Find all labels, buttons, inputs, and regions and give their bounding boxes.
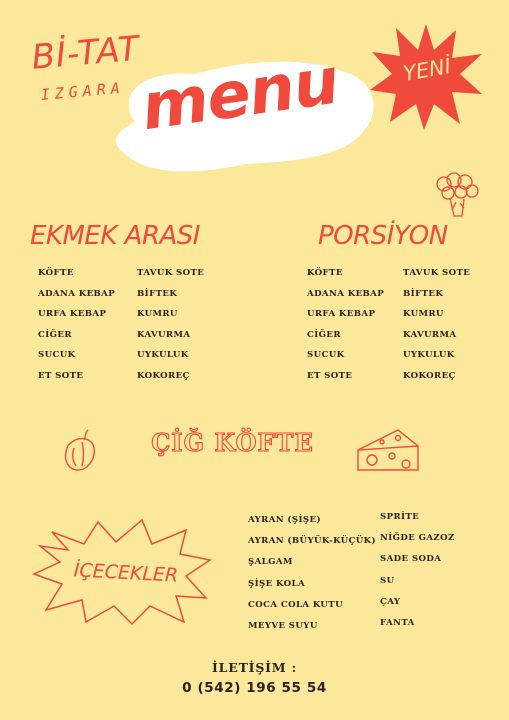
list-item: KOKOREÇ (137, 370, 190, 381)
list-item: COCA COLA KUTU (248, 599, 343, 610)
broccoli-icon (434, 172, 480, 220)
contact-title: İLETİŞİM : (212, 660, 297, 675)
list-item: ŞALGAM (248, 557, 293, 568)
contact-phone[interactable]: 0 (542) 196 55 54 (182, 680, 327, 696)
list-item: KAVURMA (403, 329, 457, 340)
list-item: TAVUK SOTE (403, 268, 471, 278)
pepper-icon (60, 426, 102, 474)
drinks-list-left (248, 510, 376, 637)
list-item: FANTA (380, 617, 415, 628)
section-title-porsiyon: PORSİYON (318, 221, 448, 251)
list-item: AYRAN (ŞİŞE) (248, 515, 321, 525)
list-item: TAVUK SOTE (137, 268, 205, 278)
list-item: KOKOREÇ (403, 370, 456, 381)
menu-title: menu (137, 44, 343, 146)
list-item: KÖFTE (307, 268, 343, 278)
list-item: URFA KEBAP (307, 309, 376, 320)
list-item: KUMRU (403, 309, 444, 320)
list-item: UYKULUK (403, 350, 455, 361)
list-item: SPRİTE (380, 512, 420, 522)
list-item: KAVURMA (137, 329, 191, 340)
list-item: KÖFTE (38, 268, 74, 278)
list-item: ADANA KEBAP (307, 288, 385, 299)
list-item: SU (380, 575, 395, 586)
porsiyon-list-right (403, 263, 470, 387)
list-item: AYRAN (BÜYÜK-KÜÇÜK) (248, 536, 377, 547)
list-item: SUCUK (38, 350, 76, 361)
drinks-list-right (380, 507, 455, 634)
new-badge-label: YENİ (401, 54, 453, 86)
list-item: ŞİŞE KOLA (248, 578, 306, 589)
section-title-icecekler: İÇECEKLER (73, 559, 179, 587)
ekmek-arasi-list-left (38, 263, 115, 387)
list-item: ÇAY (380, 596, 401, 607)
list-item: NİĞDE GAZOZ (380, 533, 455, 544)
porsiyon-list-left (307, 263, 384, 387)
list-item: SUCUK (307, 350, 345, 361)
list-item: CİĞER (38, 329, 72, 340)
list-item: URFA KEBAP (38, 309, 107, 320)
ekmek-arasi-list-right (137, 263, 204, 387)
list-item: ET SOTE (38, 370, 84, 381)
list-item: KUMRU (137, 309, 178, 320)
section-title-cig-kofte: ÇİĞ KÖFTE (151, 428, 314, 457)
list-item: ET SOTE (307, 370, 353, 381)
list-item: UYKULUK (137, 350, 189, 361)
brand-subtitle: IZGARA (40, 78, 126, 104)
list-item: SADE SODA (380, 554, 442, 565)
list-item: BİFTEK (403, 288, 444, 299)
list-item: BİFTEK (137, 288, 178, 299)
brand-name: Bİ-TAT (30, 28, 142, 78)
list-item: MEYVE SUYU (248, 620, 318, 631)
list-item: ADANA KEBAP (38, 288, 116, 299)
cheese-icon (354, 426, 422, 476)
section-title-ekmek-arasi: EKMEK ARASI (30, 221, 200, 251)
list-item: CİĞER (307, 329, 341, 340)
